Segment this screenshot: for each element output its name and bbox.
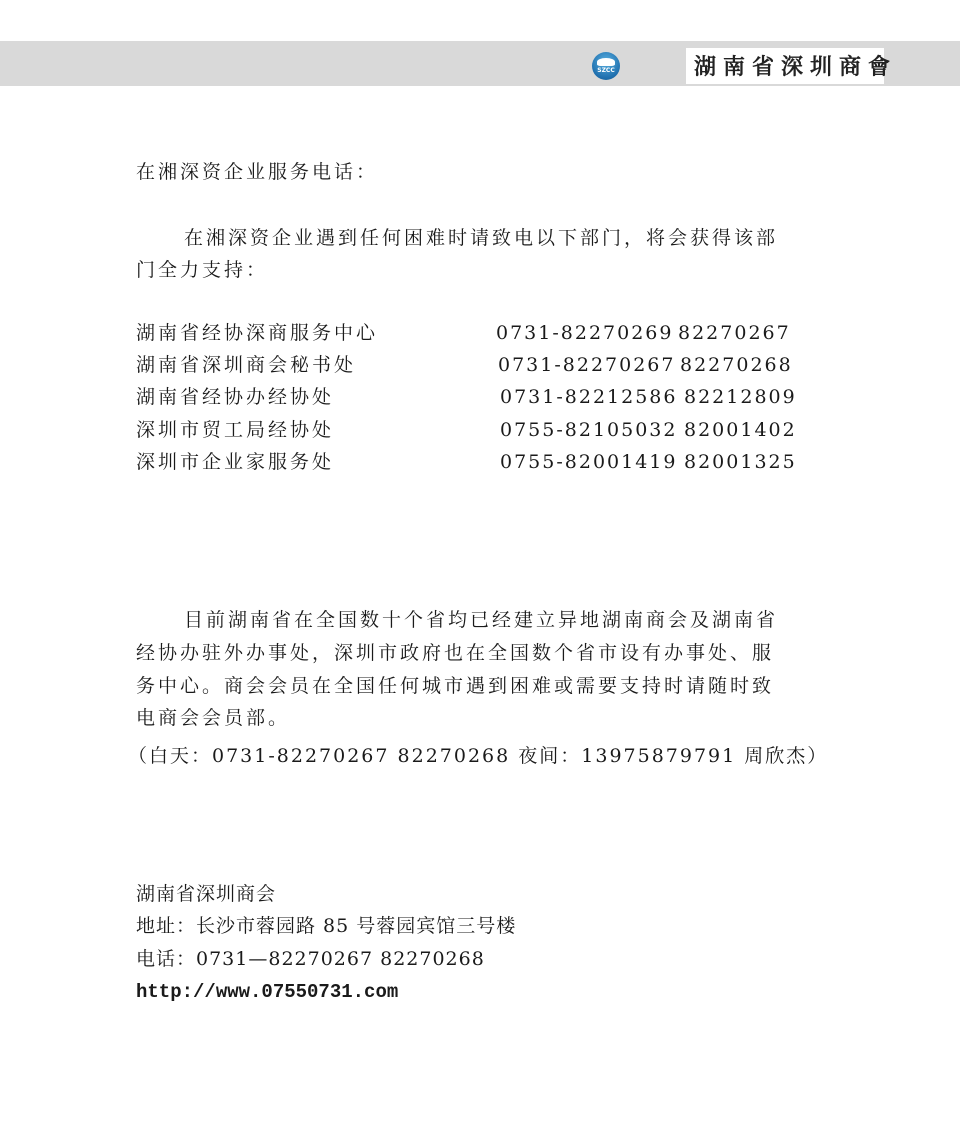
contact-phone-secondary: 82212809 [684, 386, 797, 408]
footer-address: 地址：长沙市蓉园路 85 号蓉园宾馆三号楼 [136, 915, 517, 937]
logo-text: SZCC [597, 67, 615, 74]
contact-dept: 深圳市贸工局经协处 [136, 419, 335, 441]
contact-phone-primary: 0731-82270267 [498, 354, 676, 376]
note-contact-line: （白天：0731-82270267 82270268 夜间：13975879791 周欣杰） [128, 745, 829, 767]
note-line-1: 目前湖南省在全国数十个省均已经建立异地湖南商会及湖南省 [184, 609, 779, 631]
contact-phone-primary: 0755-82001419 [500, 451, 678, 473]
intro-paragraph-line-2: 门全力支持： [136, 259, 269, 281]
contact-dept: 湖南省经协办经协处 [136, 386, 335, 408]
contact-dept: 深圳市企业家服务处 [136, 451, 335, 473]
contact-dept: 湖南省经协深商服务中心 [136, 322, 379, 344]
intro-paragraph-line-1: 在湘深资企业遇到任何困难时请致电以下部门，将会获得该部 [184, 227, 779, 249]
footer-org: 湖南省深圳商会 [136, 883, 277, 905]
contact-phone-secondary: 82270268 [680, 354, 793, 376]
note-line-2: 经协办驻外办事处，深圳市政府也在全国数个省市设有办事处、服 [136, 642, 775, 664]
contact-phone-primary: 0731-82212586 [500, 386, 678, 408]
contact-phone-secondary: 82001402 [684, 419, 797, 441]
logo-bird-mark [597, 58, 615, 66]
intro-title: 在湘深资企业服务电话： [136, 161, 379, 183]
contact-phone-secondary: 82001325 [684, 451, 797, 473]
contact-phone-secondary: 82270267 [678, 322, 791, 344]
contact-dept: 湖南省深圳商会秘书处 [136, 354, 357, 376]
contact-phone-primary: 0755-82105032 [500, 419, 678, 441]
footer-url-link[interactable]: http://www.07550731.com [136, 981, 399, 1003]
footer-phone: 电话：0731—82270267 82270268 [136, 948, 485, 970]
brand-name: 湖南省深圳商會 [694, 54, 898, 80]
note-line-3: 务中心。商会会员在全国任何城市遇到困难或需要支持时请随时致 [136, 675, 775, 697]
szcc-logo-icon [592, 52, 620, 80]
contact-phone-primary: 0731-82270269 [496, 322, 674, 344]
note-line-4: 电商会会员部。 [136, 707, 291, 729]
